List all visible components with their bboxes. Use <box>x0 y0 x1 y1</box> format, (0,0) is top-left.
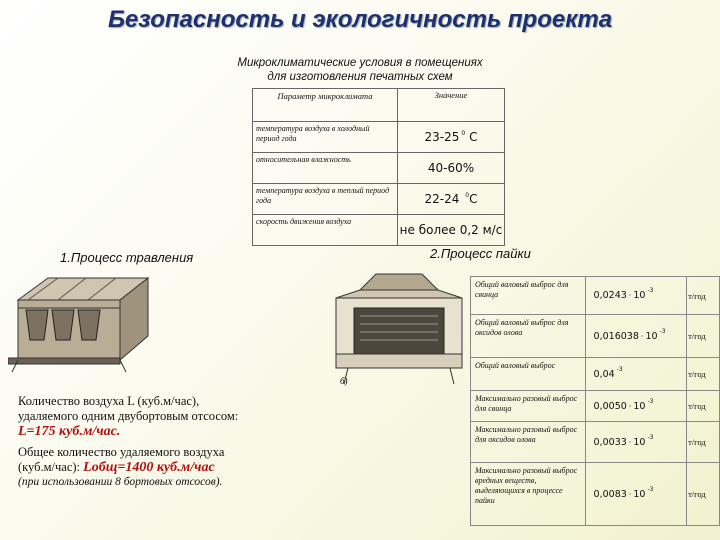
emission-unit: т/год <box>687 358 720 391</box>
caption-line-2: для изготовления печатных схем <box>267 71 453 83</box>
emission-value: 0,016038 · 10 $^{-3}$ <box>585 315 687 358</box>
emissions-table <box>470 276 720 526</box>
note-line: (при использовании 8 бортовых отсосов). <box>18 476 223 488</box>
value-cell: не более 0,2 м/с <box>398 215 505 246</box>
section-soldering: 2.Процесс пайки <box>430 246 531 261</box>
emission-name: Максимально разовый выброс для свинца <box>471 391 586 422</box>
param-cell: относительная влажность <box>253 153 398 184</box>
l-total: Lобщ=1400 куб.м/час <box>83 460 215 475</box>
emission-name: Общий валовый выброс <box>471 358 586 391</box>
section-etching: 1.Процесс травления <box>60 250 194 265</box>
emission-name: Общий валовый выброс для свинца <box>471 277 586 315</box>
emission-unit: т/год <box>687 315 720 358</box>
table-row <box>471 358 720 391</box>
emission-unit: т/год <box>687 391 720 422</box>
soldering-cabinet-illustration <box>330 272 468 390</box>
table-caption <box>160 56 560 84</box>
emission-value: 0,04 $^{-3}$ <box>585 358 687 391</box>
emission-value: 0,0243 · 10 $^{-3}$ <box>585 277 687 315</box>
note-line: (куб.м/час): Lобщ=1400 куб.м/час <box>18 460 215 475</box>
emission-unit: т/год <box>687 277 720 315</box>
table-row <box>471 463 720 526</box>
param-cell: температура воздуха в теплый период года <box>253 184 398 215</box>
value-cell: 23-25 $^0$ С <box>398 122 505 153</box>
value-cell: 22-24 $^0$С <box>398 184 505 215</box>
page-title: Безопасность и экологичность проекта <box>107 6 613 33</box>
microclimate-table <box>252 88 505 246</box>
table-row <box>471 315 720 358</box>
table-row <box>471 422 720 463</box>
table-row <box>253 184 505 215</box>
param-cell: скорость движения воздуха <box>253 215 398 246</box>
l-value: L=175 куб.м/час. <box>18 424 121 439</box>
note-line: Количество воздуха L (куб.м/час), <box>18 394 200 408</box>
etching-bath-illustration <box>8 270 156 375</box>
air-volume-notes <box>18 394 318 490</box>
caption-line-1: Микроклиматические условия в помещениях <box>237 57 483 69</box>
header-param: Параметр микроклимата <box>253 89 398 122</box>
emission-value: 0,0033 · 10 $^{-3}$ <box>585 422 687 463</box>
emission-name: Максимально разовый выброс для оксидов олова <box>471 422 586 463</box>
header-value: Значение <box>398 89 505 122</box>
note-line: удаляемого одним двубортовым отсосом: <box>18 409 239 423</box>
table-row <box>253 153 505 184</box>
note-line: Общее количество удаляемого воздуха <box>18 445 225 459</box>
figure-label: б) <box>340 376 348 386</box>
emission-name: Общий валовый выброс для оксидов олова <box>471 315 586 358</box>
table-row <box>253 122 505 153</box>
table-header-row <box>253 89 505 122</box>
table-row <box>471 277 720 315</box>
emission-value: 0,0050 · 10 $^{-3}$ <box>585 391 687 422</box>
table-row <box>471 391 720 422</box>
emission-value: 0,0083 · 10 $^{-3}$ <box>585 463 687 526</box>
emission-name: Максимально разовый выброс вредных веществ, выделяющихся в процессе пайки <box>471 463 586 526</box>
table-row <box>253 215 505 246</box>
emission-unit: т/год <box>687 422 720 463</box>
param-cell: температура воздуха в холодный период года <box>253 122 398 153</box>
value-cell: 40-60% <box>398 153 505 184</box>
emission-unit: т/год <box>687 463 720 526</box>
